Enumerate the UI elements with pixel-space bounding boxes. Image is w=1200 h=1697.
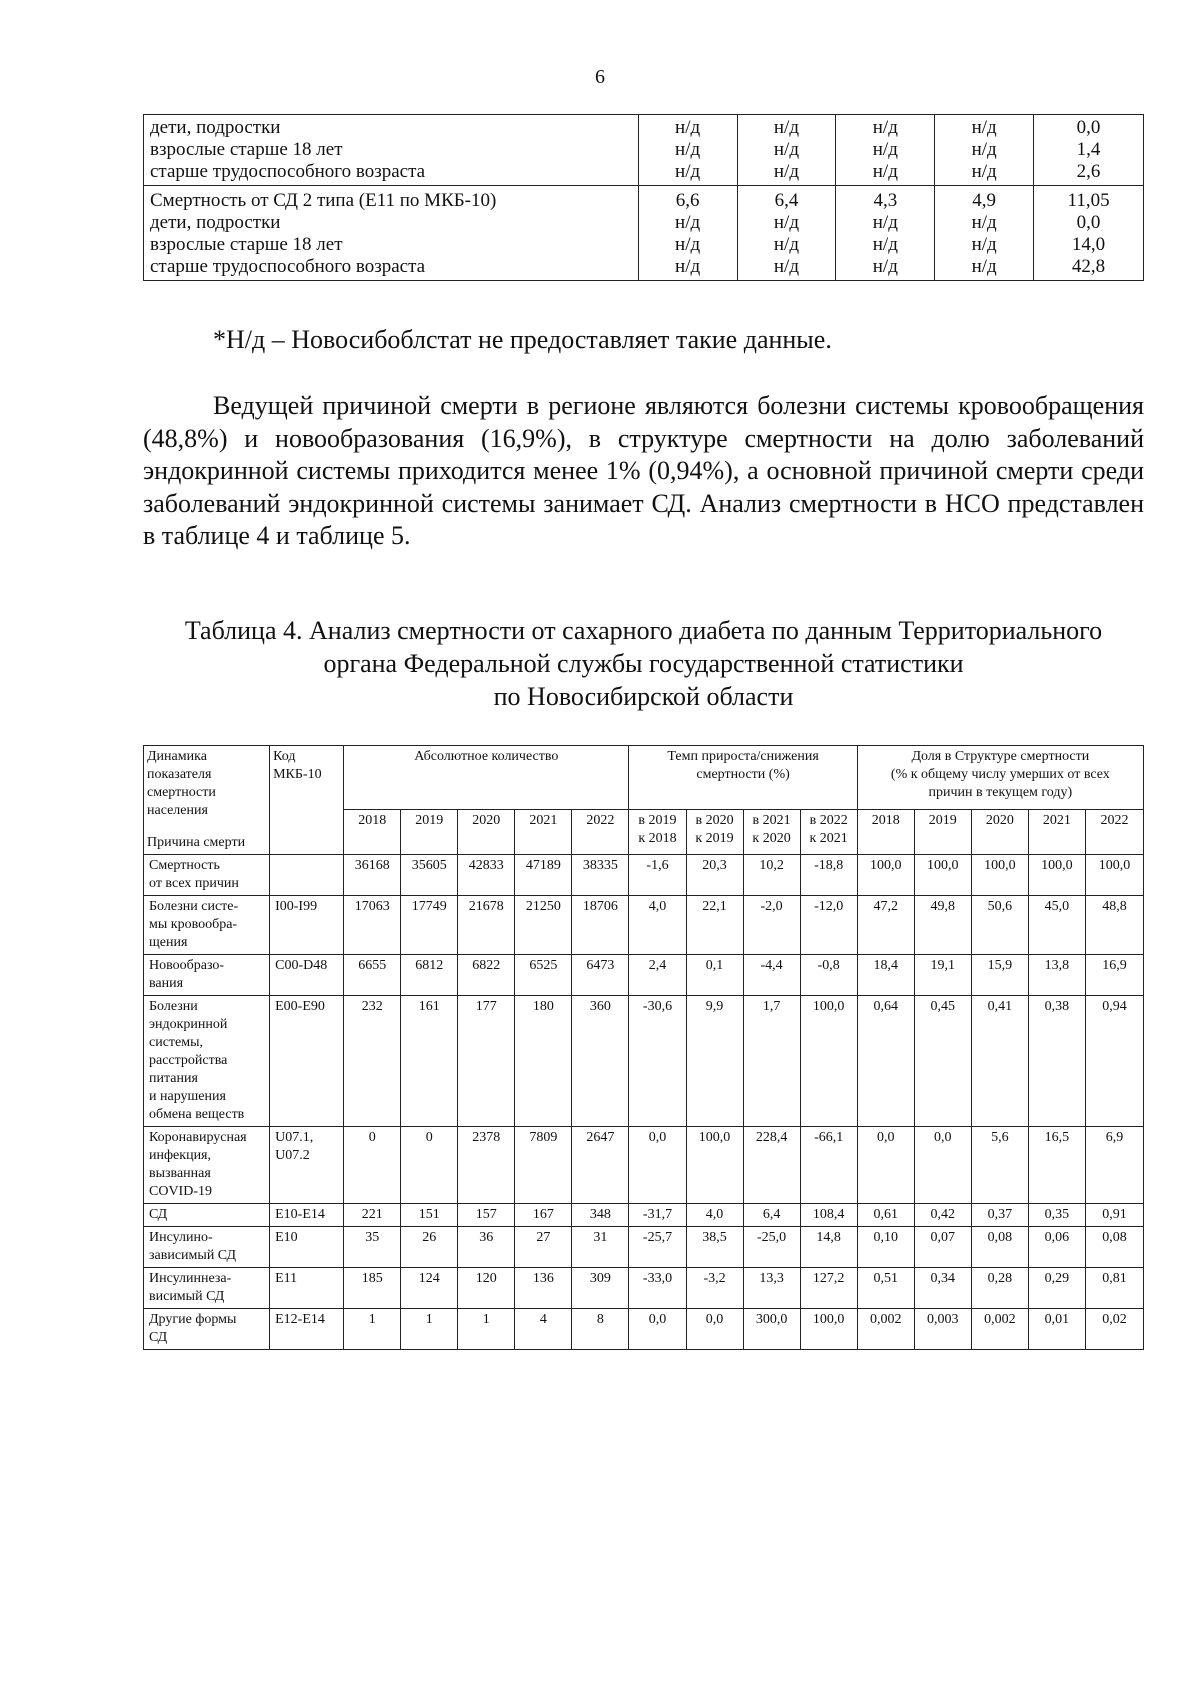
cause-line: инфекция, — [149, 1148, 211, 1163]
value: н/д — [773, 139, 800, 160]
header-line: в 2020 — [695, 813, 734, 829]
absolute-value: 21250 — [515, 896, 572, 955]
absolute-value: 120 — [458, 1268, 515, 1309]
cause-line: вания — [149, 976, 184, 991]
code-line: E12-E14 — [275, 1312, 325, 1327]
share-value: 0,07 — [914, 1227, 971, 1268]
cause-line: Коронавирусная — [149, 1130, 247, 1145]
period-header — [743, 810, 800, 855]
header-line: (% к общему числу умерших от всех — [890, 767, 1110, 782]
value: н/д — [773, 117, 800, 138]
value: 14,0 — [1071, 234, 1106, 255]
absolute-value: 1 — [344, 1309, 401, 1350]
share-value: 0,06 — [1028, 1227, 1085, 1268]
row-label: Смертность от СД 2 типа (Е11 по МКБ-10) — [150, 190, 497, 211]
absolute-value: 6525 — [515, 955, 572, 996]
icd-code-cell — [270, 855, 344, 896]
growth-rate-value: 127,2 — [800, 1268, 857, 1309]
share-value: 6,9 — [1085, 1127, 1143, 1204]
share-value: 0,35 — [1028, 1204, 1085, 1227]
cause-line: расстройства — [149, 1053, 228, 1068]
table-row — [144, 955, 1144, 996]
share-value: 49,8 — [914, 896, 971, 955]
absolute-value: 2647 — [572, 1127, 629, 1204]
value: н/д — [872, 161, 898, 182]
footnote: *Н/д – Новосибоблстат не предоставляет такие данные. — [213, 325, 832, 354]
share-value: 0,38 — [1028, 996, 1085, 1127]
continuation-group — [144, 186, 1144, 281]
absolute-value: 1 — [401, 1309, 458, 1350]
share-value: 100,0 — [1085, 855, 1143, 896]
header-line: к 2020 — [752, 831, 791, 847]
share-value: 0,002 — [857, 1309, 914, 1350]
value: н/д — [971, 212, 997, 233]
value: 1,4 — [1076, 139, 1101, 160]
value: 42,8 — [1071, 256, 1106, 277]
year-header: 2019 — [914, 810, 971, 855]
growth-rate-value: 100,0 — [800, 1309, 857, 1350]
absolute-value: 0 — [344, 1127, 401, 1204]
growth-rate-value: -18,8 — [800, 855, 857, 896]
icd-code-cell — [270, 955, 344, 996]
header-line: причин в текущем году) — [928, 785, 1073, 800]
value-cell — [737, 186, 836, 281]
value: н/д — [971, 117, 997, 138]
absolute-value: 27 — [515, 1227, 572, 1268]
absolute-value: 348 — [572, 1204, 629, 1227]
code-line: U07.2 — [275, 1148, 310, 1163]
value-cell — [638, 186, 737, 281]
absolute-value: 136 — [515, 1268, 572, 1309]
header-line: смертности — [147, 785, 216, 800]
absolute-value: 26 — [401, 1227, 458, 1268]
header-line: к 2019 — [695, 831, 734, 847]
value-cell — [935, 115, 1034, 186]
share-value: 0,42 — [914, 1204, 971, 1227]
header-line: Темп прироста/снижения — [667, 749, 819, 764]
absolute-value: 31 — [572, 1227, 629, 1268]
code-line: E00-E90 — [275, 999, 325, 1014]
header-line: к 2021 — [809, 831, 848, 847]
growth-rate-value: 10,2 — [743, 855, 800, 896]
growth-rate-value: -30,6 — [629, 996, 686, 1127]
value: н/д — [773, 234, 800, 255]
cause-line: Болезни — [149, 999, 198, 1014]
header-code — [270, 746, 344, 855]
header-indicator — [144, 746, 270, 855]
row-label: старше трудоспособного возраста — [150, 161, 426, 182]
absolute-value: 4 — [515, 1309, 572, 1350]
growth-rate-value: 13,3 — [743, 1268, 800, 1309]
growth-rate-value: 6,4 — [743, 1204, 800, 1227]
cause-cell — [144, 955, 270, 996]
share-value: 0,003 — [914, 1309, 971, 1350]
cause-cell — [144, 855, 270, 896]
icd-code-cell — [270, 996, 344, 1127]
growth-rate-value: -25,0 — [743, 1227, 800, 1268]
growth-rate-value: -12,0 — [800, 896, 857, 955]
caption-line: по Новосибирской области — [493, 682, 794, 711]
value: н/д — [773, 212, 800, 233]
header-line: к 2018 — [638, 831, 677, 847]
share-value: 0,08 — [1085, 1227, 1143, 1268]
growth-rate-value: 1,7 — [743, 996, 800, 1127]
icd-code-cell — [270, 1227, 344, 1268]
row-label: дети, подростки — [150, 117, 281, 138]
cause-cell — [144, 1268, 270, 1309]
growth-rate-value: 20,3 — [686, 855, 743, 896]
cause-line: Другие формы — [149, 1312, 237, 1327]
cause-cell — [144, 1309, 270, 1350]
page-number: 6 — [595, 66, 605, 88]
value: н/д — [872, 117, 898, 138]
share-value: 16,9 — [1085, 955, 1143, 996]
share-value: 0,02 — [1085, 1309, 1143, 1350]
value: 0,0 — [1076, 212, 1101, 233]
share-value: 0,01 — [1028, 1309, 1085, 1350]
header-line: показателя — [147, 767, 212, 782]
growth-rate-value: 100,0 — [686, 1127, 743, 1204]
cause-cell — [144, 896, 270, 955]
cause-line: Болезни систе- — [149, 899, 239, 914]
header-absolute: Абсолютное количество — [344, 746, 629, 810]
value: н/д — [675, 161, 701, 182]
share-value: 100,0 — [857, 855, 914, 896]
year-header: 2020 — [971, 810, 1028, 855]
table-row — [144, 896, 1144, 955]
header-share — [857, 746, 1143, 810]
table-row — [144, 1127, 1144, 1204]
caption-line: органа Федеральной службы государственной статистики — [323, 649, 964, 678]
growth-rate-value: 38,5 — [686, 1227, 743, 1268]
growth-rate-value: -31,7 — [629, 1204, 686, 1227]
row-labels — [144, 115, 639, 186]
absolute-value: 167 — [515, 1204, 572, 1227]
share-value: 5,6 — [971, 1127, 1028, 1204]
absolute-value: 221 — [344, 1204, 401, 1227]
share-value: 13,8 — [1028, 955, 1085, 996]
absolute-value: 21678 — [458, 896, 515, 955]
table-caption — [143, 614, 1144, 713]
share-value: 100,0 — [914, 855, 971, 896]
icd-code-cell — [270, 1204, 344, 1227]
year-header: 2022 — [1085, 810, 1143, 855]
absolute-value: 35 — [344, 1227, 401, 1268]
absolute-value: 35605 — [401, 855, 458, 896]
absolute-value: 124 — [401, 1268, 458, 1309]
value-cell — [1034, 115, 1144, 186]
growth-rate-value: 108,4 — [800, 1204, 857, 1227]
absolute-value: 7809 — [515, 1127, 572, 1204]
row-labels — [144, 186, 639, 281]
absolute-value: 8 — [572, 1309, 629, 1350]
cause-line: мы кровообра- — [149, 917, 238, 932]
code-line: E11 — [275, 1271, 298, 1286]
absolute-value: 185 — [344, 1268, 401, 1309]
absolute-value: 6473 — [572, 955, 629, 996]
share-value: 0,81 — [1085, 1268, 1143, 1309]
value-cell — [1034, 186, 1144, 281]
share-value: 0,94 — [1085, 996, 1143, 1127]
share-value: 0,29 — [1028, 1268, 1085, 1309]
share-value: 15,9 — [971, 955, 1028, 996]
growth-rate-value: -25,7 — [629, 1227, 686, 1268]
value-cell — [935, 186, 1034, 281]
header-line: в 2021 — [752, 813, 791, 829]
growth-rate-value: 4,0 — [629, 896, 686, 955]
icd-code-cell — [270, 1268, 344, 1309]
growth-rate-value: -33,0 — [629, 1268, 686, 1309]
header-growth-rate — [629, 746, 857, 810]
growth-rate-value: -1,6 — [629, 855, 686, 896]
share-value: 0,08 — [971, 1227, 1028, 1268]
cause-line: зависимый СД — [149, 1248, 237, 1263]
share-value: 0,002 — [971, 1309, 1028, 1350]
share-value: 100,0 — [1028, 855, 1085, 896]
absolute-value: 17749 — [401, 896, 458, 955]
cause-line: щения — [149, 935, 188, 950]
year-header: 2021 — [515, 810, 572, 855]
share-value: 0,0 — [857, 1127, 914, 1204]
growth-rate-value: -3,2 — [686, 1268, 743, 1309]
mortality-table — [143, 745, 1144, 1350]
value: н/д — [872, 256, 898, 277]
cause-cell — [144, 1227, 270, 1268]
share-value: 0,61 — [857, 1204, 914, 1227]
table-row — [144, 1204, 1144, 1227]
growth-rate-value: 22,1 — [686, 896, 743, 955]
growth-rate-value: 300,0 — [743, 1309, 800, 1350]
header-line: в 2022 — [809, 813, 848, 829]
value: 11,05 — [1067, 190, 1110, 211]
cause-line: и нарушения — [149, 1089, 226, 1104]
absolute-value: 1 — [458, 1309, 515, 1350]
value-cell — [836, 115, 935, 186]
growth-rate-value: 228,4 — [743, 1127, 800, 1204]
share-value: 19,1 — [914, 955, 971, 996]
absolute-value: 18706 — [572, 896, 629, 955]
cause-line: висимый СД — [149, 1289, 225, 1304]
growth-rate-value: 0,0 — [629, 1127, 686, 1204]
absolute-value: 180 — [515, 996, 572, 1127]
code-line: I00-I99 — [275, 899, 318, 914]
absolute-value: 6822 — [458, 955, 515, 996]
cause-line: СД — [149, 1330, 168, 1345]
value: 4,9 — [972, 190, 997, 211]
absolute-value: 2378 — [458, 1127, 515, 1204]
share-value: 47,2 — [857, 896, 914, 955]
value: н/д — [872, 139, 898, 160]
table-row — [144, 1268, 1144, 1309]
value: 2,6 — [1076, 161, 1101, 182]
value: н/д — [872, 234, 898, 255]
year-header: 2018 — [857, 810, 914, 855]
value: н/д — [675, 212, 701, 233]
absolute-value: 0 — [401, 1127, 458, 1204]
period-header — [686, 810, 743, 855]
header-line: в 2019 — [638, 813, 677, 829]
absolute-value: 42833 — [458, 855, 515, 896]
growth-rate-value: -2,0 — [743, 896, 800, 955]
icd-code-cell — [270, 1127, 344, 1204]
share-value: 48,8 — [1085, 896, 1143, 955]
value-cell — [638, 115, 737, 186]
growth-rate-value: -0,8 — [800, 955, 857, 996]
growth-rate-value: 4,0 — [686, 1204, 743, 1227]
header-line: Доля в Структуре смертности — [911, 749, 1090, 764]
growth-rate-value: 100,0 — [800, 996, 857, 1127]
icd-code-cell — [270, 1309, 344, 1350]
table-row — [144, 1309, 1144, 1350]
absolute-value: 309 — [572, 1268, 629, 1309]
cause-line: Новообразо- — [149, 958, 225, 973]
growth-rate-value: 9,9 — [686, 996, 743, 1127]
table-row — [144, 1227, 1144, 1268]
share-value: 0,45 — [914, 996, 971, 1127]
growth-rate-value: -66,1 — [800, 1127, 857, 1204]
absolute-value: 151 — [401, 1204, 458, 1227]
value: н/д — [971, 256, 997, 277]
header-line: Динамика — [147, 749, 207, 764]
absolute-value: 36168 — [344, 855, 401, 896]
period-header — [629, 810, 686, 855]
value-cell — [836, 186, 935, 281]
year-header: 2019 — [401, 810, 458, 855]
share-value: 16,5 — [1028, 1127, 1085, 1204]
share-value: 0,0 — [914, 1127, 971, 1204]
value: н/д — [971, 139, 997, 160]
icd-code-cell — [270, 896, 344, 955]
share-value: 100,0 — [971, 855, 1028, 896]
value: н/д — [675, 139, 701, 160]
table-row — [144, 996, 1144, 1127]
continuation-group — [144, 115, 1144, 186]
code-line: E10-E14 — [275, 1207, 325, 1222]
value: н/д — [675, 256, 701, 277]
growth-rate-value: 14,8 — [800, 1227, 857, 1268]
share-value: 0,64 — [857, 996, 914, 1127]
table-row — [144, 855, 1144, 896]
cause-line: обмена веществ — [149, 1107, 245, 1122]
row-label: взрослые старше 18 лет — [150, 139, 343, 160]
share-value: 0,91 — [1085, 1204, 1143, 1227]
cause-line: от всех причин — [149, 876, 239, 891]
caption-line: Таблица 4. Анализ смертности от сахарного диабета по данным Территориального — [184, 616, 1103, 645]
code-line: E10 — [275, 1230, 298, 1245]
cause-cell — [144, 996, 270, 1127]
row-label: дети, подростки — [150, 212, 281, 233]
absolute-value: 161 — [401, 996, 458, 1127]
year-header: 2018 — [344, 810, 401, 855]
share-value: 50,6 — [971, 896, 1028, 955]
code-line: U07.1, — [275, 1130, 314, 1145]
share-value: 0,51 — [857, 1268, 914, 1309]
value: н/д — [872, 212, 898, 233]
cause-cell — [144, 1204, 270, 1227]
header-line: Код — [273, 749, 296, 764]
absolute-value: 177 — [458, 996, 515, 1127]
year-header: 2020 — [458, 810, 515, 855]
header-row — [144, 746, 1144, 810]
value: н/д — [971, 234, 997, 255]
header-line: населения — [147, 803, 208, 818]
growth-rate-value: -4,4 — [743, 955, 800, 996]
period-header — [800, 810, 857, 855]
cause-line: Инсулиннеза- — [149, 1271, 232, 1286]
cause-line: Смертность — [149, 858, 220, 873]
share-value: 0,34 — [914, 1268, 971, 1309]
share-value: 0,28 — [971, 1268, 1028, 1309]
share-value: 18,4 — [857, 955, 914, 996]
absolute-value: 17063 — [344, 896, 401, 955]
absolute-value: 36 — [458, 1227, 515, 1268]
value-cell — [737, 115, 836, 186]
row-label: взрослые старше 18 лет — [150, 234, 343, 255]
body-paragraph: Ведущей причиной смерти в регионе являются болезни системы кровообращения (48,8%) и новообразования (16,9%), в структуре смертности на долю заболеваний эндокринной системы приходится менее 1% (0,94%), а основной причиной смерти среди заболеваний эндокринной системы занимает СД. Анализ смертности в НСО представлен в таблице 4 и таблице 5. — [143, 391, 1144, 550]
growth-rate-value: 2,4 — [629, 955, 686, 996]
cause-line: Инсулино- — [149, 1230, 213, 1245]
absolute-value: 47189 — [515, 855, 572, 896]
value: н/д — [773, 256, 800, 277]
cause-line: COVID-19 — [149, 1184, 212, 1199]
absolute-value: 232 — [344, 996, 401, 1127]
row-label: старше трудоспособного возраста — [150, 256, 426, 277]
value: 6,6 — [675, 190, 700, 211]
absolute-value: 360 — [572, 996, 629, 1127]
value: 4,3 — [873, 190, 898, 211]
value: н/д — [675, 234, 701, 255]
growth-rate-value: 0,0 — [686, 1309, 743, 1350]
absolute-value: 6655 — [344, 955, 401, 996]
cause-line: системы, — [149, 1035, 204, 1050]
year-header: 2021 — [1028, 810, 1085, 855]
absolute-value: 6812 — [401, 955, 458, 996]
year-header: 2022 — [572, 810, 629, 855]
value: н/д — [675, 117, 701, 138]
cause-line: СД — [149, 1207, 168, 1222]
cause-line: эндокринной — [149, 1017, 228, 1032]
cause-line: питания — [149, 1071, 198, 1086]
value: 6,4 — [774, 190, 799, 211]
header-line: смертности (%) — [696, 767, 790, 782]
code-line: C00-D48 — [275, 958, 328, 973]
header-subcaption: Причина смерти — [147, 835, 246, 850]
value: н/д — [773, 161, 800, 182]
share-value: 0,37 — [971, 1204, 1028, 1227]
value: 0,0 — [1076, 117, 1101, 138]
continuation-table — [143, 114, 1144, 281]
cause-line: вызванная — [149, 1166, 211, 1181]
value: н/д — [971, 161, 997, 182]
absolute-value: 38335 — [572, 855, 629, 896]
growth-rate-value: 0,0 — [629, 1309, 686, 1350]
cause-cell — [144, 1127, 270, 1204]
absolute-value: 157 — [458, 1204, 515, 1227]
header-line: МКБ-10 — [273, 767, 322, 782]
share-value: 45,0 — [1028, 896, 1085, 955]
growth-rate-value: 0,1 — [686, 955, 743, 996]
share-value: 0,10 — [857, 1227, 914, 1268]
share-value: 0,41 — [971, 996, 1028, 1127]
